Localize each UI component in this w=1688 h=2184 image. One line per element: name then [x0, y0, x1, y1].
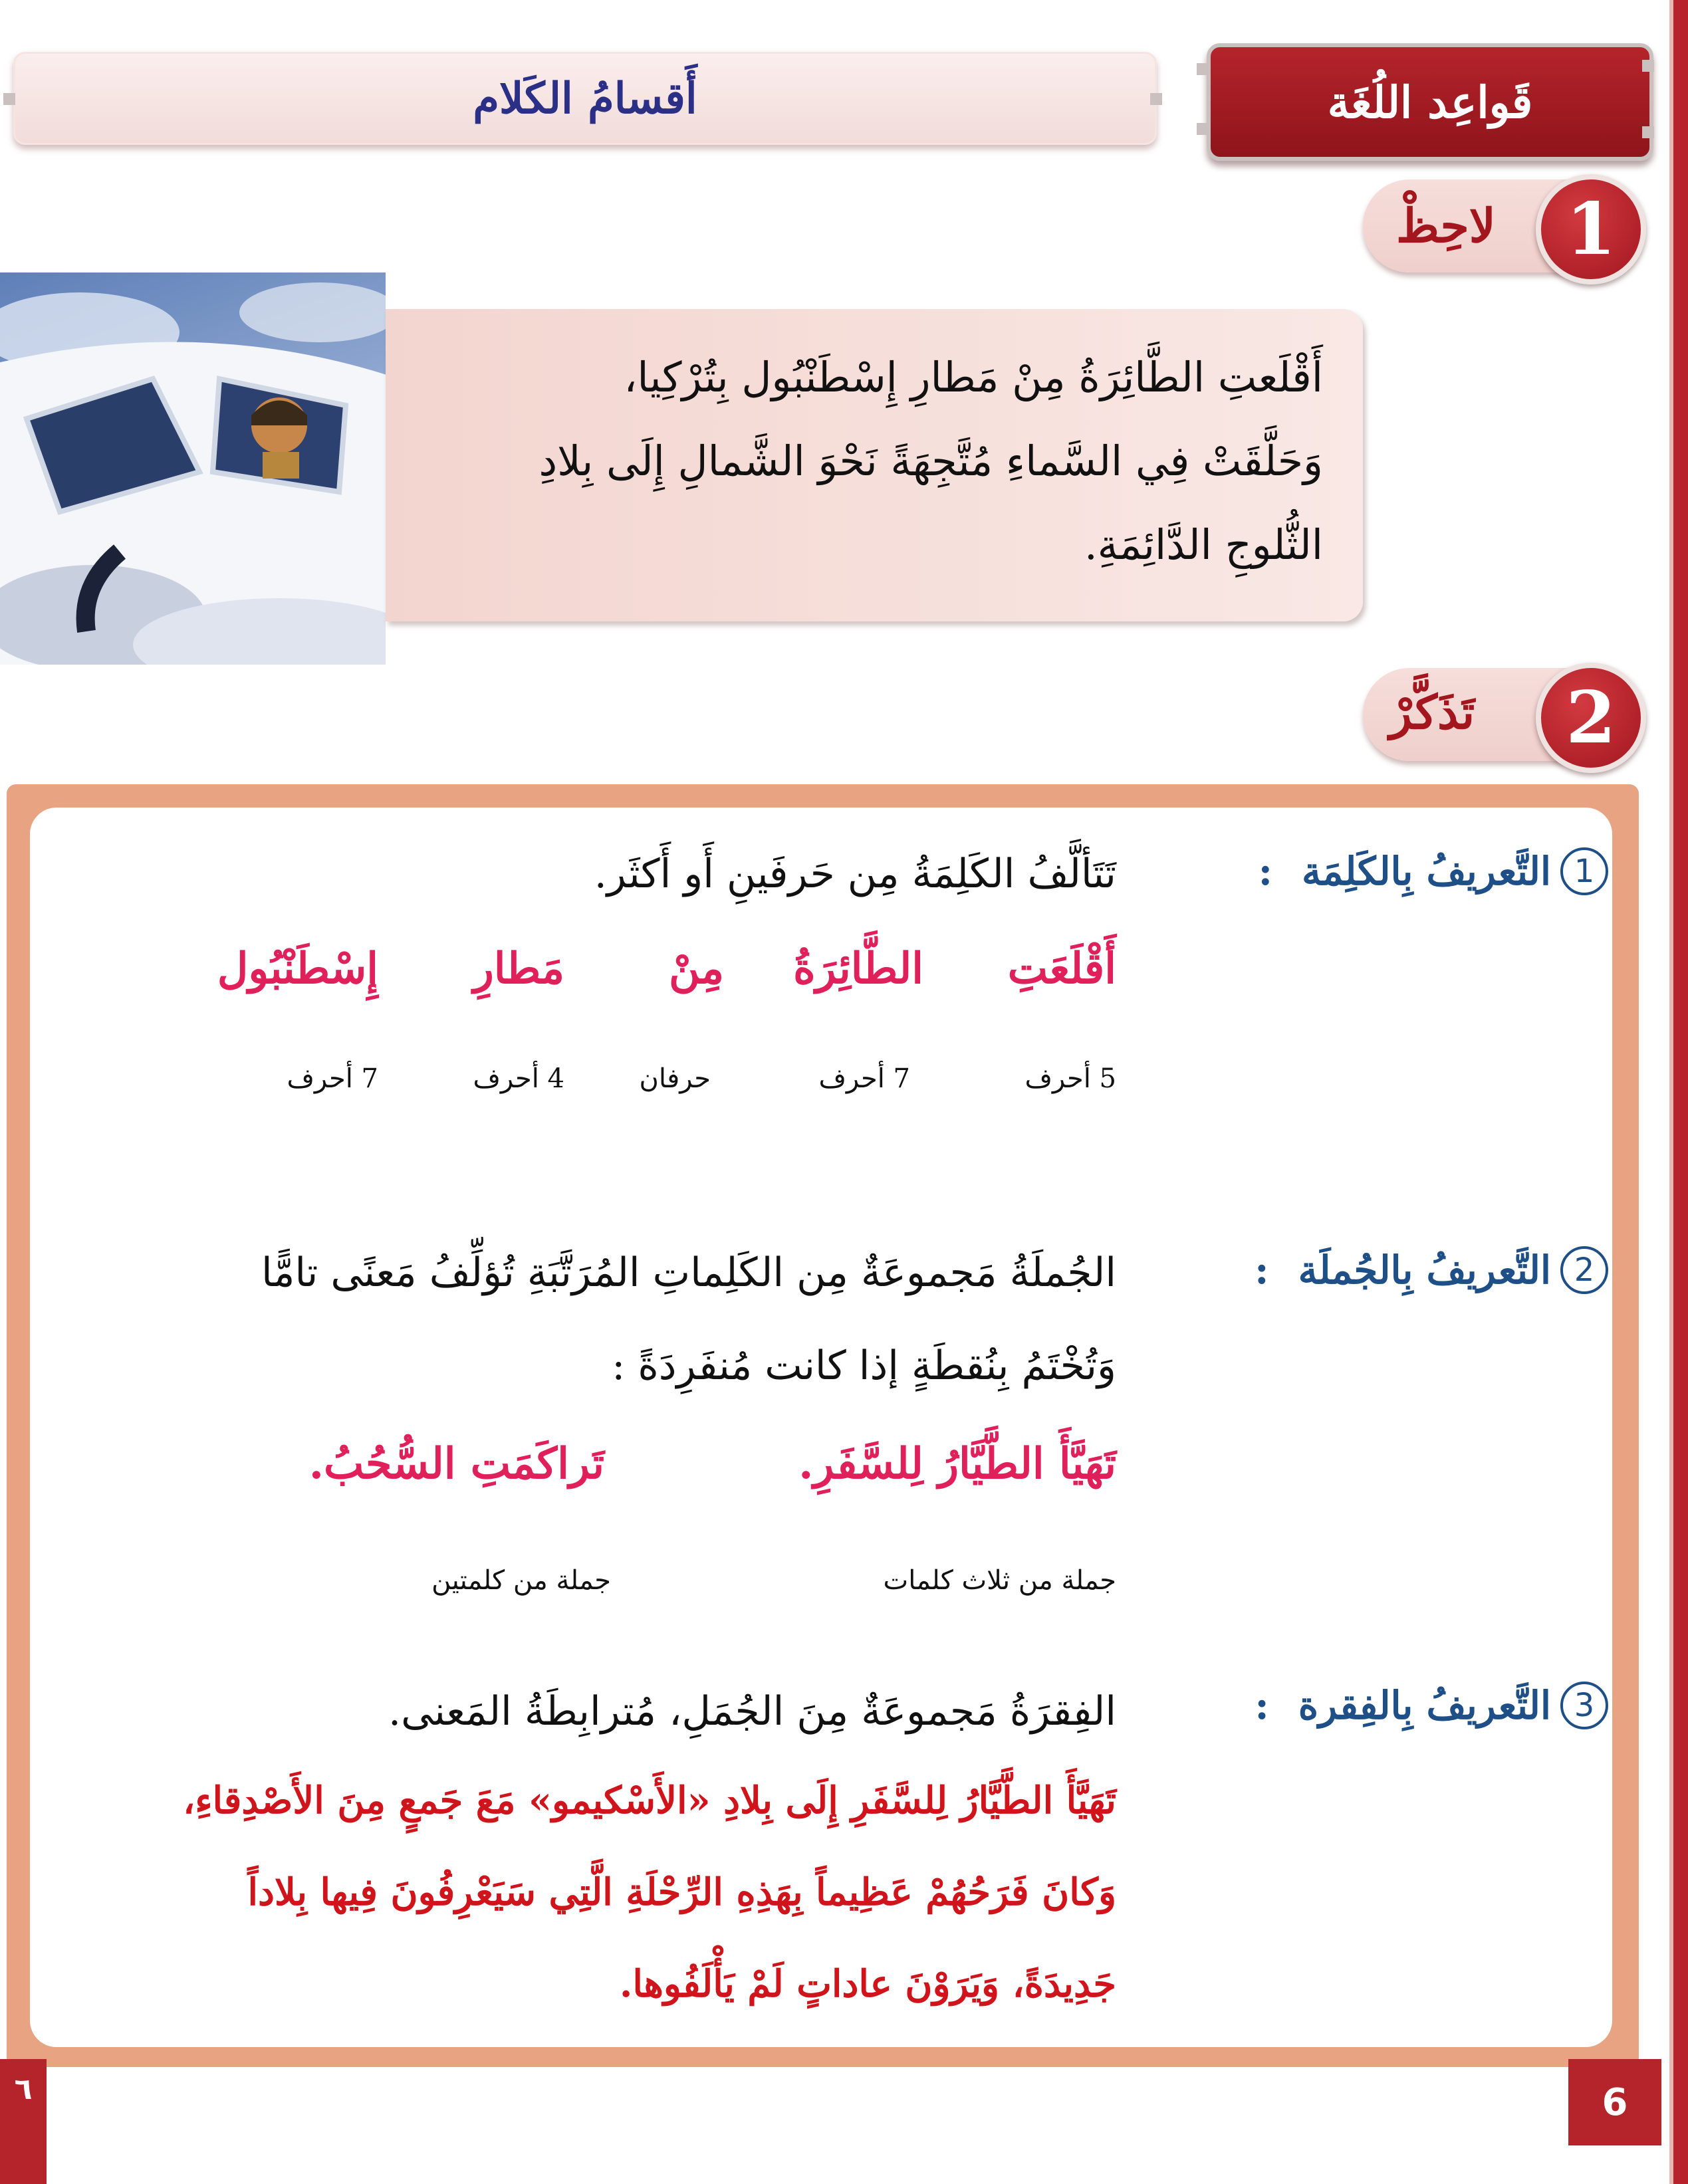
number-circle-icon: 2 — [1560, 1246, 1608, 1294]
definition-sentence-line: الجُملَةُ مَجموعَةٌ مِن الكَلِماتِ المُرَتَّبَةِ تُؤلِّفُ مَعنًى تامًّا — [261, 1250, 1116, 1296]
example-word: مَطارِ — [473, 944, 564, 994]
lesson-title-banner — [13, 52, 1157, 145]
section-number-badge: 1 — [1536, 174, 1646, 284]
definition-word-text: تَتَألَّفُ الكَلِمَةُ مِن حَرفَينِ أَو أَكثَر. — [594, 851, 1116, 897]
subject-banner — [1207, 43, 1653, 161]
letter-count: 4 أحرف — [473, 1063, 564, 1094]
observation-text-box — [386, 309, 1363, 621]
example-paragraph-line: وَكانَ فَرَحُهُمْ عَظِيماً بِهَذِهِ الرِّحْلَةِ الَّتِي سَيَعْرِفُونَ فِيها بِلاداً — [247, 1870, 1116, 1914]
observation-line: أَقْلَعتِ الطَّائِرَةُ مِنْ مَطارِ إِسْطَنْبُول بِتُرْكِيا، — [624, 353, 1323, 401]
page-number-arabic: ٦ — [0, 2059, 47, 2184]
banner-ornament — [1642, 60, 1654, 72]
sentence-note: جملة من ثلاث كلمات — [883, 1565, 1116, 1596]
definition-sentence-title: التَّعريفُ بِالجُملَة — [1298, 1248, 1551, 1293]
definition-sentence-label — [1255, 1246, 1608, 1294]
page-edge-stripe-light — [1669, 0, 1673, 2184]
lesson-title: أَقسامُ الكَلام — [473, 73, 697, 124]
observation-line: وَحَلَّقَتْ فِي السَّماءِ مُتَّجِهَةً نَحْوَ الشَّمالِ إِلَى بِلادِ — [539, 437, 1323, 485]
letter-count: حرفان — [639, 1063, 711, 1094]
number-circle-icon: 3 — [1560, 1682, 1608, 1729]
banner-ornament — [3, 93, 15, 105]
definition-colon: : — [1258, 849, 1272, 894]
example-sentence: تَهَيَّأَ الطَّيَّارُ لِلسَّفَرِ. — [798, 1439, 1116, 1489]
definition-word-label — [1259, 847, 1608, 895]
definition-colon: : — [1255, 1248, 1269, 1293]
banner-ornament — [1197, 123, 1209, 135]
number-circle-icon: 1 — [1560, 847, 1608, 895]
page-edge-stripe — [1673, 0, 1688, 2184]
observation-line: الثُّلوجِ الدَّائِمَةِ. — [1084, 520, 1323, 569]
subject-title: قَواعِد اللُغَة — [1327, 76, 1533, 128]
definition-word-title: التَّعريفُ بِالكَلِمَة — [1302, 849, 1551, 894]
page-number: 6 — [1568, 2059, 1661, 2145]
letter-count: 5 أحرف — [1025, 1063, 1116, 1094]
example-paragraph — [72, 1755, 1116, 2030]
definition-paragraph-label — [1255, 1682, 1608, 1729]
example-word: مِنْ — [669, 944, 724, 994]
section-observe-label: لاحِظْ — [1396, 198, 1496, 253]
example-sentence: تَراكَمَتِ السُّحُبُ. — [308, 1439, 604, 1489]
example-word: أَقْلَعَتِ — [1007, 944, 1116, 994]
example-paragraph-line: تَهَيَّأَ الطَّيَّارُ لِلسَّفَرِ إِلَى بِلادِ «الأَسْكيمو» مَعَ جَمعٍ مِنَ الأَصْدِقاءِ، — [183, 1779, 1116, 1822]
definition-sentence-line: وَتُخْتَمُ بِنُقطَةٍ إذا كانت مُنفَرِدَةً : — [612, 1343, 1116, 1389]
definition-paragraph-title: التَّعريفُ بِالفِقرة — [1298, 1683, 1551, 1728]
banner-ornament — [1150, 93, 1162, 105]
letter-count: 7 أحرف — [818, 1063, 910, 1094]
banner-ornament — [1197, 63, 1209, 75]
section-remember-label: تَذَكَّرْ — [1389, 685, 1475, 740]
definition-colon: : — [1255, 1683, 1269, 1728]
letter-count: 7 أحرف — [287, 1063, 378, 1094]
section-number-badge: 2 — [1536, 663, 1646, 773]
example-word: الطَّائِرَةُ — [793, 944, 923, 994]
banner-ornament — [1642, 126, 1654, 138]
sentence-note: جملة من كلمتين — [431, 1565, 611, 1596]
definition-paragraph-text: الفِقرَةُ مَجموعَةٌ مِنَ الجُمَلِ، مُترابِطَةُ المَعنى. — [388, 1688, 1116, 1735]
example-word: إِسْطَنْبُول — [217, 944, 378, 994]
airplane-pilot-illustration — [0, 273, 386, 665]
example-paragraph-line: جَدِيدَةً، وَيَرَوْنَ عاداتٍ لَمْ يَأْلَفُوها. — [619, 1962, 1116, 2006]
